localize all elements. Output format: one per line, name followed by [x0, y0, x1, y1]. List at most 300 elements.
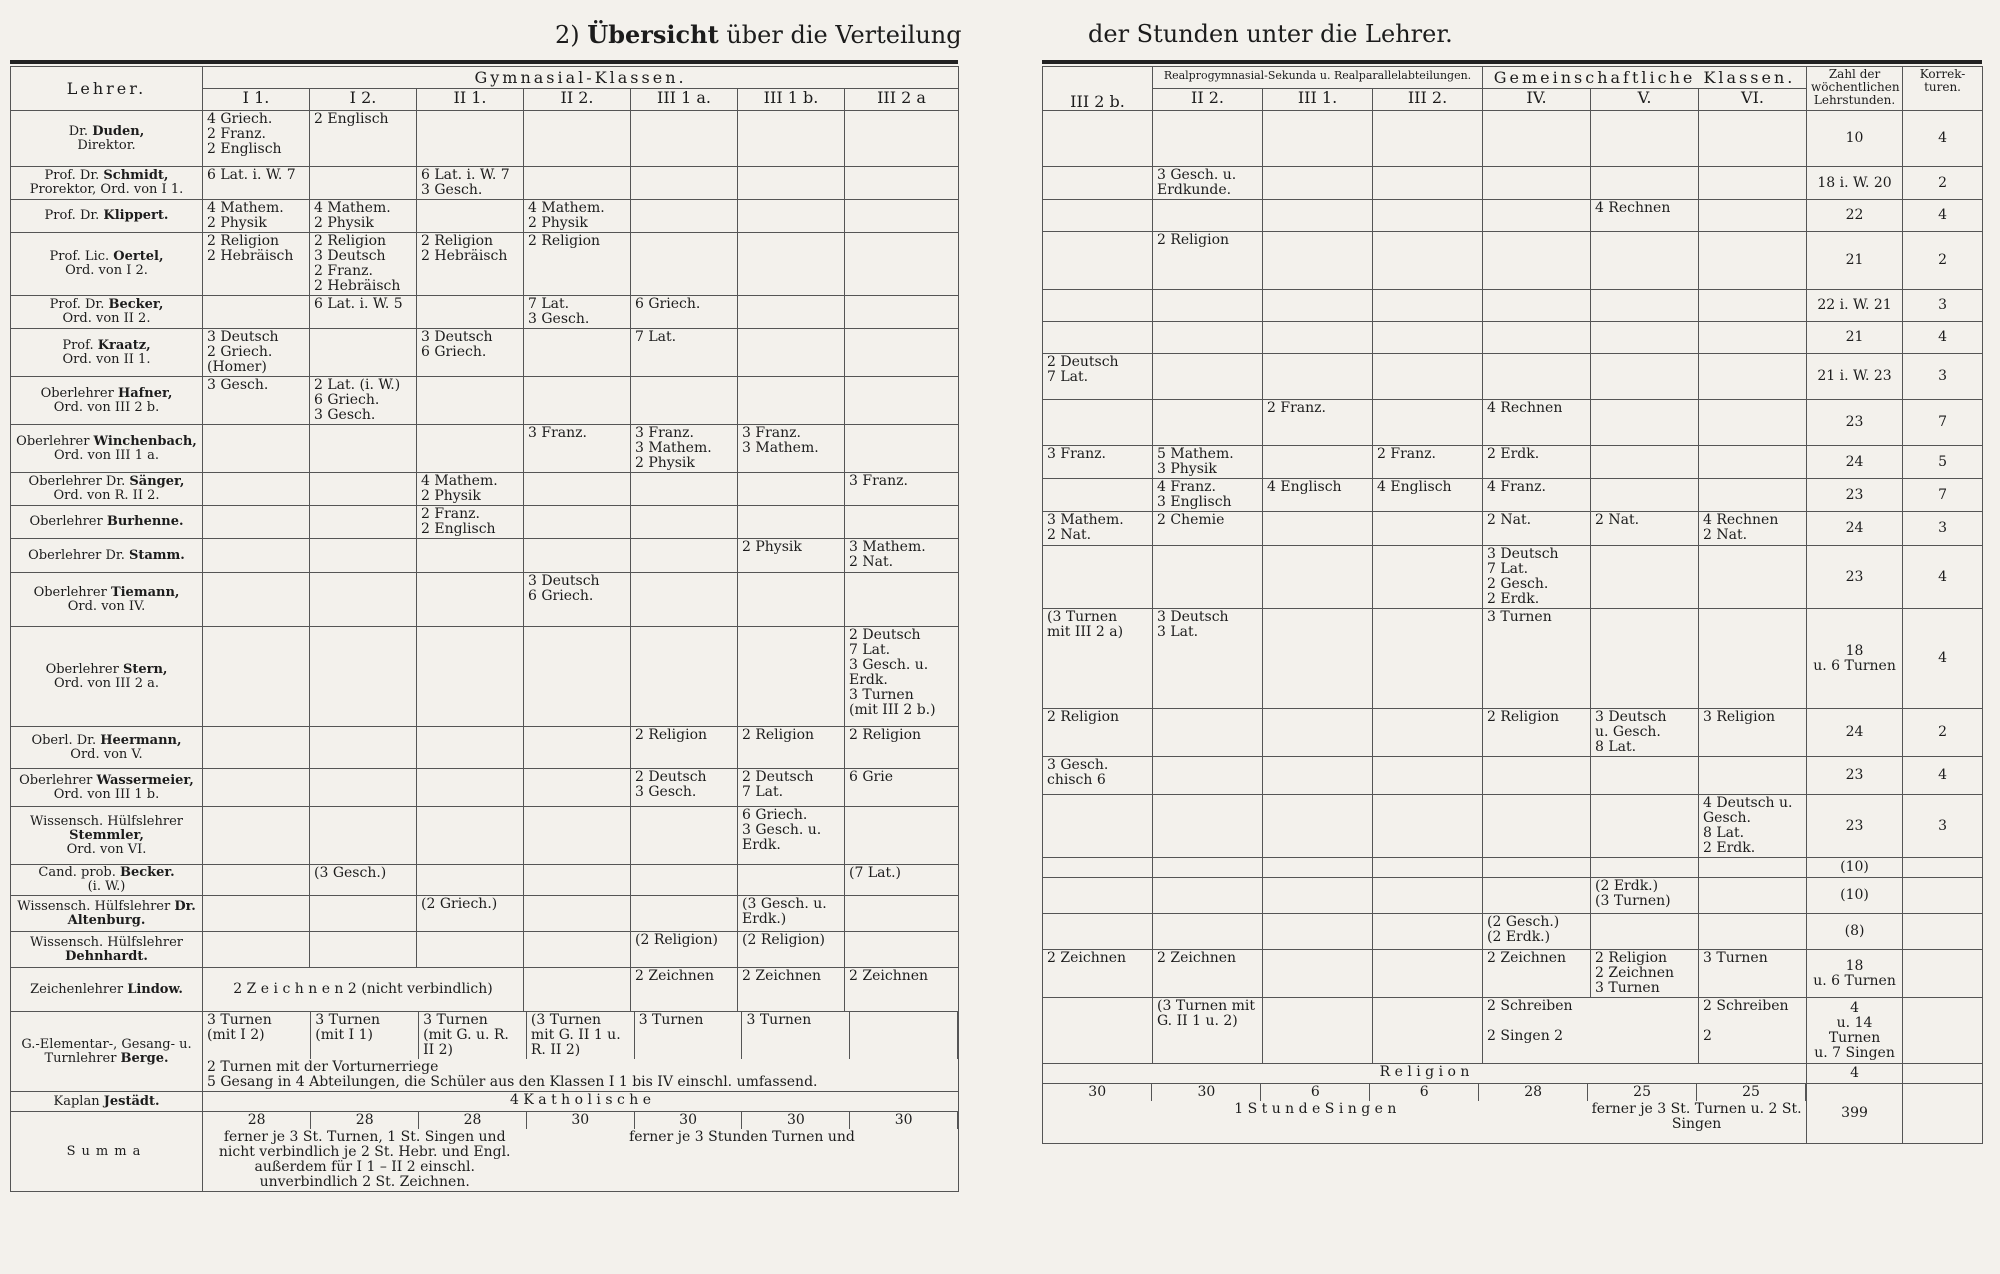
lesson-cell: 4 Englisch: [1373, 479, 1483, 512]
lesson-cell: [1373, 858, 1483, 878]
lesson-cell: 6 Grie: [845, 769, 959, 807]
header-zahl-lehrstunden: Zahl der wöchentlichen Lehrstunden.: [1807, 67, 1903, 111]
lesson-cell: [203, 296, 310, 329]
teacher-row: [11, 1012, 959, 1092]
lesson-cell: 2 Deutsch 7 Lat.: [1043, 354, 1153, 400]
lesson-cell: [1699, 167, 1807, 200]
teacher-title: Wissensch. Hülfslehrer: [30, 813, 183, 829]
lesson-cell: [1373, 167, 1483, 200]
lesson-cell: 2 Zeichnen: [1483, 950, 1591, 998]
teacher-name: Lindow.: [127, 981, 183, 997]
lesson-cell: [1373, 322, 1483, 354]
lesson-cell: [738, 473, 845, 506]
col-header-gym-2: II 1.: [417, 89, 524, 111]
lesson-cell: [1483, 878, 1591, 914]
teacher-subtitle: Direktor.: [77, 137, 136, 153]
lesson-cell: 2 Chemie: [1153, 512, 1263, 546]
lesson-cell: [1483, 111, 1591, 167]
lesson-cell: 5 Mathem. 3 Physik: [1153, 446, 1263, 479]
korrekturen-cell: 3: [1903, 512, 1983, 546]
lesson-cell: [524, 627, 631, 727]
teacher-title: Dr.: [68, 123, 93, 139]
korrekturen-cell: 7: [1903, 400, 1983, 446]
lesson-cell: 2 Religion 2 Hebräisch: [417, 233, 524, 296]
lesson-cell: [524, 769, 631, 807]
lesson-cell: 2 Nat.: [1591, 512, 1699, 546]
lesson-cell: [845, 296, 959, 329]
lesson-cell: [631, 539, 738, 573]
lesson-cell: 7 Lat. 3 Gesch.: [524, 296, 631, 329]
lesson-cell: [203, 539, 310, 573]
lesson-cell: [1699, 446, 1807, 479]
lesson-cell: [1263, 858, 1373, 878]
summa-value: 6: [1370, 1084, 1479, 1101]
lesson-cell: (3 Gesch. u. Erdk.): [738, 896, 845, 932]
lesson-cell: [850, 1012, 958, 1059]
lesson-cell: [1591, 757, 1699, 795]
teacher-row: [11, 473, 959, 506]
lesson-cell: (3 Gesch.): [310, 865, 417, 896]
lesson-cell: 2 Franz.: [1263, 400, 1373, 446]
header-gemeinschaftlich: Gemeinschaftliche Klassen.: [1483, 67, 1807, 89]
lesson-cell: 2 Religion 2 Zeichnen 3 Turnen: [1591, 950, 1699, 998]
lesson-cell: [417, 377, 524, 425]
teacher-row: [11, 896, 959, 932]
total-hours-cell: 23: [1807, 546, 1903, 609]
summa-value: 28: [311, 1112, 419, 1129]
lesson-cell: [1373, 111, 1483, 167]
lesson-cell: 3 Deutsch 6 Griech.: [524, 573, 631, 627]
lesson-cell: [1043, 111, 1153, 167]
teacher-name-cell: [11, 627, 203, 727]
teacher-row: [11, 539, 959, 573]
lesson-cell: [1373, 400, 1483, 446]
lesson-cell: [524, 865, 631, 896]
lesson-cell: 4 Franz.: [1483, 479, 1591, 512]
lesson-cell: [417, 200, 524, 233]
teacher-name: Becker,: [108, 297, 164, 312]
teacher-name-cell: [11, 573, 203, 627]
lesson-cell: 2 Erdk.: [1483, 446, 1591, 479]
lesson-cell: [417, 539, 524, 573]
teacher-subtitle: Ord. von III 2 a.: [54, 675, 159, 691]
lesson-cell: [631, 167, 738, 200]
lesson-cell: [524, 896, 631, 932]
lesson-cell: [1699, 757, 1807, 795]
lesson-cell: 4 Rechnen 2 Nat.: [1699, 512, 1807, 546]
lesson-cell: 3 Deutsch 7 Lat. 2 Gesch. 2 Erdk.: [1483, 546, 1591, 609]
col-header-gym-4: III 1 a.: [631, 89, 738, 111]
lesson-cell: [1153, 111, 1263, 167]
lesson-cell: [1373, 200, 1483, 232]
lesson-cell: [524, 727, 631, 769]
lesson-cell: [310, 167, 417, 200]
top-rule-right: [1042, 60, 1982, 64]
col-header-gym-1: I 2.: [310, 89, 417, 111]
lesson-cell: 3 Turnen (mit I 1): [311, 1012, 419, 1059]
lesson-cell: [1373, 354, 1483, 400]
lesson-cell: [310, 506, 417, 539]
teacher-row: [1043, 546, 1983, 609]
lesson-cell: 3 Turnen: [634, 1012, 742, 1059]
table-gymnasial: [10, 66, 959, 1192]
lesson-cell: 2 Zeichnen: [738, 968, 845, 1012]
total-hours-cell: 23: [1807, 757, 1903, 795]
lesson-cell: [1263, 232, 1373, 290]
lesson-cell: [1699, 232, 1807, 290]
teacher-title: G.-Elementar-, Gesang- u. Turnlehrer: [21, 1036, 192, 1066]
teacher-title: Cand. prob.: [38, 865, 120, 880]
col-header-gym-3: II 2.: [524, 89, 631, 111]
lesson-cell: [1591, 322, 1699, 354]
teacher-name: Schmidt,: [103, 168, 169, 183]
lesson-cell: [524, 807, 631, 865]
lesson-cell: [845, 167, 959, 200]
col-header-gym-0: I 1.: [203, 89, 310, 111]
teacher-subtitle: Ord. von II 2.: [62, 311, 151, 326]
lesson-cell: [1699, 200, 1807, 232]
lesson-cell: [1153, 795, 1263, 858]
teacher-name-cell: [11, 111, 203, 167]
lesson-cell: 4 Mathem. 2 Physik: [524, 200, 631, 233]
lesson-cell: [1591, 354, 1699, 400]
lesson-cell: 3 Mathem. 2 Nat.: [845, 539, 959, 573]
korrekturen-cell: [1903, 914, 1983, 950]
lesson-cell: [1591, 479, 1699, 512]
lesson-cell: [1591, 446, 1699, 479]
lesson-cell: [1373, 757, 1483, 795]
teacher-title: Zeichenlehrer: [30, 981, 128, 997]
berge-cell-group: [203, 1012, 959, 1092]
lesson-cell: [1483, 290, 1591, 322]
col-header-gym-6: III 2 a: [845, 89, 959, 111]
lesson-cell: 2 Franz.: [1373, 446, 1483, 479]
teacher-name: Jestädt.: [103, 1093, 160, 1109]
lesson-cell: [1263, 200, 1373, 232]
teacher-title: Oberlehrer: [45, 661, 123, 677]
lesson-cell: [417, 296, 524, 329]
teacher-name-cell: [11, 377, 203, 425]
teacher-row: [1043, 709, 1983, 757]
lesson-cell: [631, 473, 738, 506]
lesson-cell: [203, 425, 310, 473]
lesson-cell: 2 Lat. (i. W.) 6 Griech. 3 Gesch.: [310, 377, 417, 425]
lesson-cell: [417, 627, 524, 727]
lesson-cell: [1263, 795, 1373, 858]
teacher-row: [1043, 757, 1983, 795]
lesson-cell: [1591, 111, 1699, 167]
lesson-cell: [310, 807, 417, 865]
lesson-cell: 3 Turnen: [1483, 609, 1591, 709]
teacher-row: [1043, 111, 1983, 167]
teacher-row: [11, 111, 959, 167]
teacher-subtitle: Ord. von III 1 b.: [53, 786, 160, 802]
teacher-name: Heermann,: [100, 732, 182, 748]
teacher-name: Becker.: [119, 865, 175, 880]
teacher-row: [1043, 512, 1983, 546]
lesson-cell: [1699, 400, 1807, 446]
lesson-cell: [203, 506, 310, 539]
lesson-cell: [738, 233, 845, 296]
summa-value: 30: [1152, 1084, 1261, 1101]
teacher-name-cell: [11, 473, 203, 506]
lesson-cell: [1699, 914, 1807, 950]
korrekturen-cell: 5: [1903, 446, 1983, 479]
total-hours-cell: 18 u. 6 Turnen: [1807, 950, 1903, 998]
teacher-title: Oberl. Dr.: [31, 732, 101, 748]
lesson-cell: [1043, 858, 1153, 878]
lesson-cell: [1263, 998, 1373, 1064]
teacher-row: [1043, 446, 1983, 479]
lesson-cell: (2 Religion): [738, 932, 845, 968]
teacher-name: Winchenbach,: [93, 433, 197, 449]
lesson-cell: [1483, 757, 1591, 795]
lesson-cell: [845, 506, 959, 539]
total-hours-cell: 4: [1807, 1064, 1903, 1084]
teacher-subtitle: Ord. von IV.: [67, 598, 146, 614]
lesson-cell: [1483, 858, 1591, 878]
lesson-cell: [845, 573, 959, 627]
korrekturen-cell: 4: [1903, 757, 1983, 795]
teacher-title: Prof. Dr.: [44, 208, 104, 223]
teacher-name-cell: [11, 865, 203, 896]
lesson-cell: 4 Englisch: [1263, 479, 1373, 512]
teacher-row: [11, 425, 959, 473]
lesson-cell: [1591, 858, 1699, 878]
col-header-gym-5: III 1 b.: [738, 89, 845, 111]
lesson-cell: 2 Zeichnen: [631, 968, 738, 1012]
lesson-cell: 4 Rechnen: [1591, 200, 1699, 232]
teacher-name: Stern,: [122, 661, 168, 677]
berge-note: 2 Turnen mit der Vorturnerriege 5 Gesang in 4 Abteilungen, die Schüler aus den Klassen I 1 bis IV einschl. umfassend.: [207, 1059, 818, 1090]
lesson-cell: [203, 627, 310, 727]
korrekturen-cell: 4: [1903, 322, 1983, 354]
summa-value: 28: [1479, 1084, 1588, 1101]
lesson-cell: [417, 727, 524, 769]
lesson-cell: [1483, 795, 1591, 858]
lesson-cell: [1263, 709, 1373, 757]
lesson-cell: (2 Religion): [631, 932, 738, 968]
lesson-cell: [1153, 757, 1263, 795]
teacher-row: [11, 296, 959, 329]
lesson-cell: [1263, 354, 1373, 400]
total-hours-cell: 21: [1807, 322, 1903, 354]
lesson-cell: [417, 807, 524, 865]
teacher-row: [11, 1092, 959, 1112]
lesson-cell: [1263, 512, 1373, 546]
teacher-row: [1043, 354, 1983, 400]
teacher-name: Kraatz,: [97, 337, 151, 353]
teacher-name-cell: [11, 968, 203, 1012]
lesson-cell: 2 Franz. 2 Englisch: [417, 506, 524, 539]
lesson-cell: 2 Deutsch 7 Lat. 3 Gesch. u. Erdk. 3 Turnen (mit III 2 b.): [845, 627, 959, 727]
lesson-cell: 3 Gesch. chisch 6: [1043, 757, 1153, 795]
summa-value: 30: [634, 1112, 742, 1129]
lesson-cell: 3 Franz. 3 Mathem. 2 Physik: [631, 425, 738, 473]
total-hours-cell: 10: [1807, 111, 1903, 167]
lesson-cell: 2 Zeichnen: [1043, 950, 1153, 998]
col-header-right-2: III 2.: [1373, 89, 1483, 111]
lesson-cell: [738, 329, 845, 377]
total-hours-cell: (8): [1807, 914, 1903, 950]
summa-value: 25: [1697, 1084, 1806, 1101]
summa-value: 28: [203, 1112, 311, 1129]
lesson-cell: [310, 425, 417, 473]
lesson-cell: [1153, 290, 1263, 322]
lesson-cell: [524, 329, 631, 377]
lesson-cell: 4 Rechnen: [1483, 400, 1591, 446]
lesson-cell: 3 Mathem. 2 Nat.: [1043, 512, 1153, 546]
lesson-cell: [417, 573, 524, 627]
summa-note-left: ferner je 3 St. Turnen, 1 St. Singen und nicht verbindlich je 2 St. Hebr. und Engl. außerdem für I 1 – II 2 einschl. unverbindlich 2 St. Zeichnen.: [218, 1129, 511, 1190]
korrekturen-cell: [1903, 1064, 1983, 1084]
lesson-cell: [1043, 232, 1153, 290]
lesson-cell: [417, 932, 524, 968]
teacher-title: Kaplan: [53, 1093, 104, 1109]
lesson-cell: 3 Gesch. u. Erdkunde.: [1153, 167, 1263, 200]
lesson-cell: [1483, 232, 1591, 290]
lesson-cell: [524, 111, 631, 167]
lesson-cell: 2 Zeichnen: [1153, 950, 1263, 998]
katholische-religion-cell-right: R e l i g i o n: [1043, 1064, 1807, 1084]
lesson-cell: [203, 896, 310, 932]
lesson-cell: [203, 932, 310, 968]
teacher-row: [11, 573, 959, 627]
lesson-cell: 3 Franz.: [524, 425, 631, 473]
lesson-cell: [738, 296, 845, 329]
total-hours-cell: 23: [1807, 479, 1903, 512]
korrekturen-cell: 3: [1903, 354, 1983, 400]
teacher-row: [1043, 479, 1983, 512]
teacher-name-cell: [11, 296, 203, 329]
lesson-cell: [1591, 167, 1699, 200]
header-gymnasial: Gymnasial-Klassen.: [203, 67, 959, 89]
lesson-cell: 4 Deutsch u. Gesch. 8 Lat. 2 Erdk.: [1699, 795, 1807, 858]
summa-note-right: ferner je 3 St. Turnen u. 2 St. Singen: [1591, 1101, 1802, 1132]
lesson-cell: [1373, 998, 1483, 1064]
lesson-cell: [1373, 232, 1483, 290]
lesson-cell: 3 Religion: [1699, 709, 1807, 757]
lesson-cell: [310, 769, 417, 807]
lesson-cell: [1043, 322, 1153, 354]
teacher-name-cell: [11, 1092, 203, 1112]
teacher-row: [11, 377, 959, 425]
teacher-name-cell: [11, 539, 203, 573]
lesson-cell: [1373, 546, 1483, 609]
korrekturen-cell: [1903, 878, 1983, 914]
summa-value: 30: [526, 1112, 634, 1129]
lesson-cell: [1483, 167, 1591, 200]
summa-korr: [1903, 1084, 1983, 1144]
lesson-cell: [417, 425, 524, 473]
teacher-row: [11, 968, 959, 1012]
lesson-cell: [738, 200, 845, 233]
lesson-cell: [524, 968, 631, 1012]
lesson-cell: [738, 627, 845, 727]
teacher-name-cell: [11, 727, 203, 769]
teacher-name: Wassermeier,: [96, 772, 194, 788]
lesson-cell: [1591, 232, 1699, 290]
lesson-cell: (3 Turnen mit III 2 a): [1043, 609, 1153, 709]
col-header-right-4: V.: [1591, 89, 1699, 111]
lesson-cell: [1483, 354, 1591, 400]
total-hours-cell: 4 u. 14 Turnen u. 7 Singen: [1807, 998, 1903, 1064]
lesson-cell: 2 Nat.: [1483, 512, 1591, 546]
lesson-cell: [1699, 878, 1807, 914]
header-korrekturen: Korrek-turen.: [1903, 67, 1983, 111]
lesson-cell: 3 Gesch.: [203, 377, 310, 425]
lesson-cell: [1373, 512, 1483, 546]
lesson-cell: [1483, 200, 1591, 232]
teacher-name-cell: [11, 425, 203, 473]
lesson-cell: [1263, 111, 1373, 167]
lesson-cell: [310, 727, 417, 769]
summa-values-right: [1043, 1084, 1807, 1144]
teacher-name: Burhenne.: [106, 514, 184, 529]
summa-values: [203, 1112, 959, 1192]
teacher-title: Wissensch. Hülfslehrer: [17, 898, 175, 914]
teacher-name-cell: [11, 200, 203, 233]
lesson-cell: [203, 807, 310, 865]
teacher-subtitle: Ord. von R. II 2.: [53, 488, 160, 503]
lesson-cell: [1373, 709, 1483, 757]
lesson-cell: [1153, 354, 1263, 400]
lesson-cell: [1373, 290, 1483, 322]
lesson-cell: [203, 727, 310, 769]
teacher-name-cell: [11, 506, 203, 539]
lesson-cell: [1043, 878, 1153, 914]
lesson-cell: 3 Deutsch 6 Griech.: [417, 329, 524, 377]
teacher-row: [1043, 200, 1983, 232]
lesson-cell: [524, 377, 631, 425]
lesson-cell: [203, 865, 310, 896]
teacher-row: [11, 167, 959, 200]
lesson-cell: [1043, 546, 1153, 609]
teacher-title: Wissensch. Hülfslehrer: [30, 934, 183, 950]
lesson-cell: [1263, 757, 1373, 795]
lesson-cell: [1591, 290, 1699, 322]
lesson-cell: [1043, 290, 1153, 322]
lesson-cell: [738, 167, 845, 200]
lesson-cell: [1263, 609, 1373, 709]
lesson-cell: [1153, 858, 1263, 878]
lesson-cell: [1591, 795, 1699, 858]
lesson-cell: [310, 539, 417, 573]
korrekturen-cell: 4: [1903, 546, 1983, 609]
teacher-title: Oberlehrer: [29, 514, 107, 529]
lesson-cell: 6 Griech.: [631, 296, 738, 329]
teacher-title: Prof. Dr.: [44, 168, 104, 183]
lesson-cell: 4 Franz. 3 Englisch: [1153, 479, 1263, 512]
teacher-row: [11, 329, 959, 377]
lesson-cell: 3 Turnen: [1699, 950, 1807, 998]
teacher-row: [1043, 950, 1983, 998]
lesson-cell: [631, 111, 738, 167]
lesson-cell: [845, 329, 959, 377]
teacher-title: Oberlehrer Dr.: [28, 547, 129, 563]
korrekturen-cell: [1903, 950, 1983, 998]
korrekturen-cell: 2: [1903, 709, 1983, 757]
korrekturen-cell: 4: [1903, 609, 1983, 709]
total-hours-cell: 21 i. W. 23: [1807, 354, 1903, 400]
teacher-name: Sänger,: [129, 474, 185, 489]
lesson-cell: [417, 865, 524, 896]
teacher-title: Prof.: [62, 337, 98, 353]
lesson-cell: 2 Religion: [1043, 709, 1153, 757]
lesson-cell: [1153, 914, 1263, 950]
header-realprogymnasial: Realprogymnasial-Sekunda u. Realparallelabteilungen.: [1153, 67, 1483, 89]
teacher-title: Oberlehrer: [16, 433, 94, 449]
